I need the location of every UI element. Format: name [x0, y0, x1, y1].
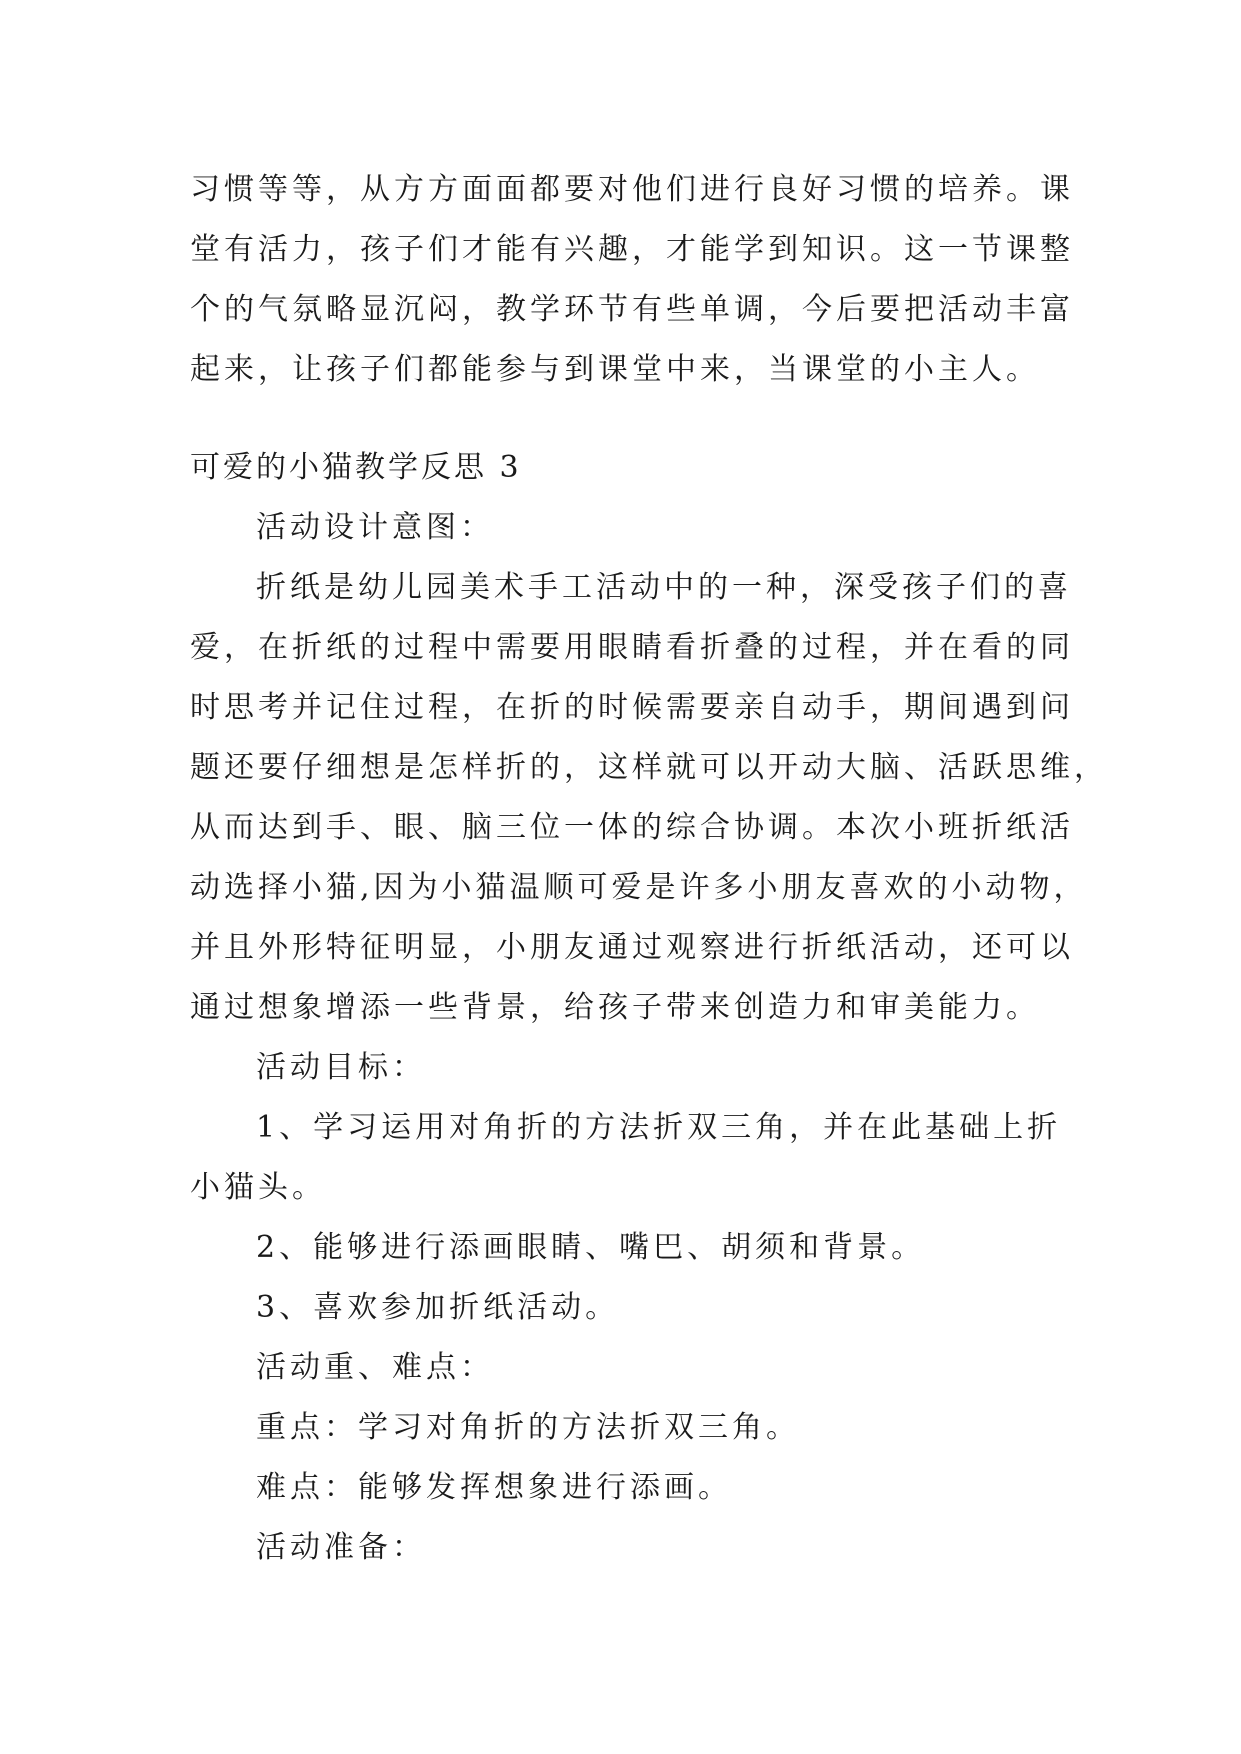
- text-line: 并且外形特征明显，小朋友通过观察进行折纸活动，还可以: [190, 930, 1074, 965]
- section-spacer: [190, 400, 1060, 438]
- preparation-heading: 活动准备：: [256, 1530, 426, 1565]
- goal-item-3: 3、喜欢参加折纸活动。: [256, 1290, 620, 1325]
- text-line: 折纸是幼儿园美术手工活动中的一种，深受孩子们的喜: [256, 570, 1072, 605]
- section-title: 可爱的小猫教学反思 3: [190, 450, 522, 485]
- goal-item-1: [190, 1098, 1060, 1218]
- text-line: 爱，在折纸的过程中需要用眼睛看折叠的过程，并在看的同: [190, 630, 1074, 665]
- paragraph-continuation: [190, 160, 1074, 400]
- text-line: 时思考并记住过程，在折的时候需要亲自动手，期间遇到问: [190, 690, 1074, 725]
- text-line: 起来，让孩子们都能参与到课堂中来，当课堂的小主人。: [190, 352, 1040, 387]
- text-line: 个的气氛略显沉闷，教学环节有些单调，今后要把活动丰富: [190, 292, 1074, 327]
- key-point: 重点：学习对角折的方法折双三角。: [256, 1410, 800, 1445]
- text-line: 动选择小猫,因为小猫温顺可爱是许多小朋友喜欢的小动物，: [190, 870, 1088, 905]
- text-line: 小猫头。: [190, 1170, 326, 1205]
- text-line: 通过想象增添一些背景，给孩子带来创造力和审美能力。: [190, 990, 1040, 1025]
- difficult-point: 难点：能够发挥想象进行添画。: [256, 1470, 732, 1505]
- goals-heading: 活动目标：: [256, 1050, 426, 1085]
- text-line: 堂有活力，孩子们才能有兴趣，才能学到知识。这一节课整: [190, 232, 1074, 267]
- design-intent-paragraph: [190, 558, 1108, 1038]
- text-line: 习惯等等，从方方面面都要对他们进行良好习惯的培养。课: [190, 172, 1074, 207]
- text-line: 题还要仔细想是怎样折的，这样就可以开动大脑、活跃思维，: [190, 750, 1108, 785]
- text-line: 1、学习运用对角折的方法折双三角，并在此基础上折: [256, 1110, 1062, 1145]
- design-intent-heading: 活动设计意图：: [256, 510, 494, 545]
- key-difficult-heading: 活动重、难点：: [256, 1350, 494, 1385]
- text-line: 从而达到手、眼、脑三位一体的综合协调。本次小班折纸活: [190, 810, 1074, 845]
- goal-item-2: 2、能够进行添画眼睛、嘴巴、胡须和背景。: [256, 1230, 926, 1265]
- document-body: [190, 160, 1108, 1578]
